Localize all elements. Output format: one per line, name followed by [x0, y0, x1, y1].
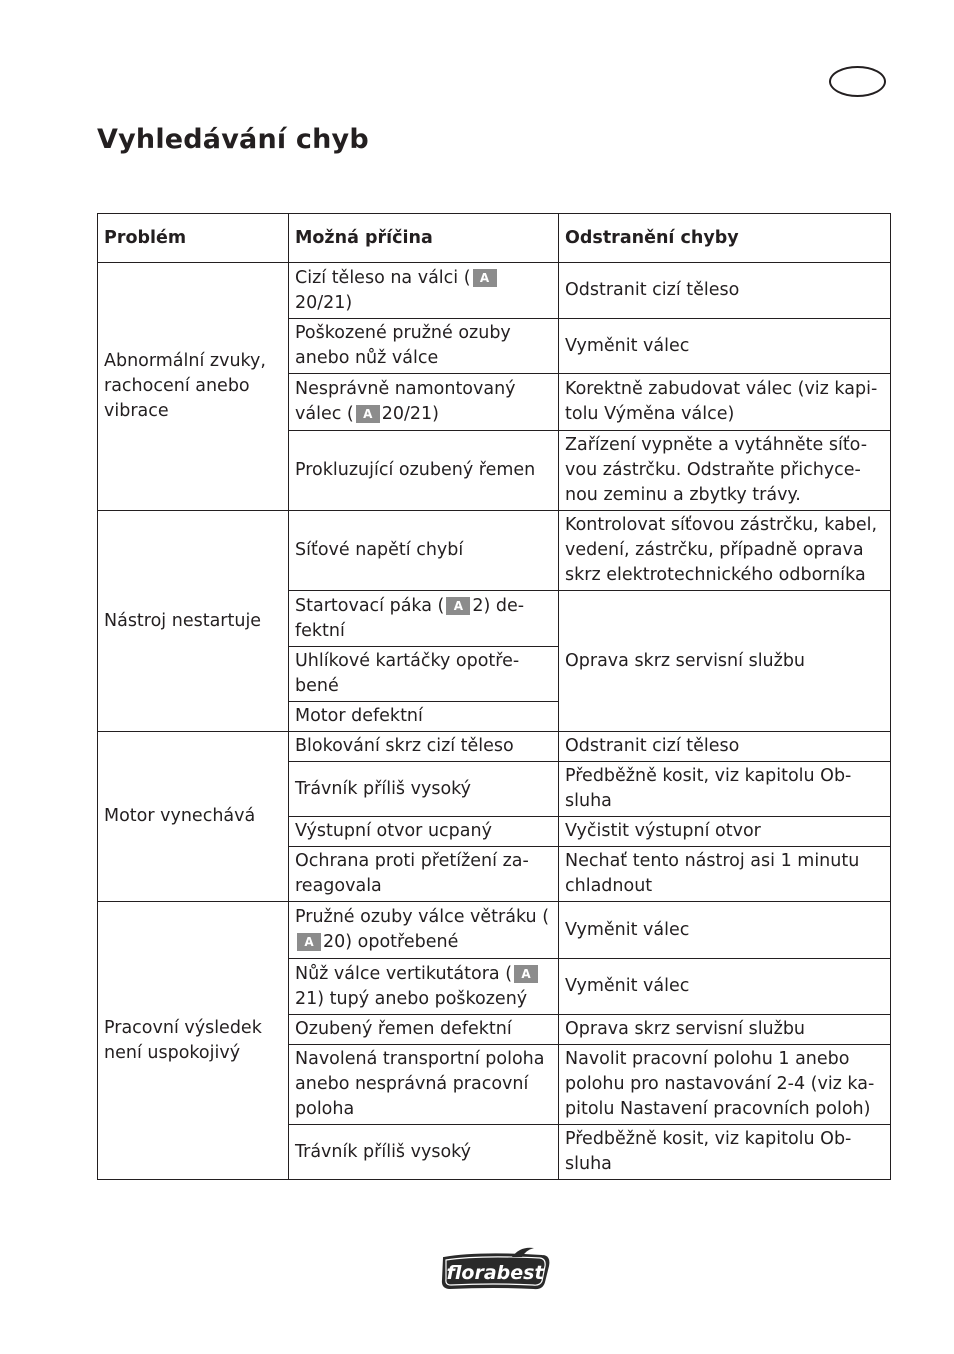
florabest-logo: [438, 1244, 552, 1292]
fix-cell: Navolit pracovní polohu 1 anebo polohu pro nastavování 2-4 (viz ka-pitolu Nastavení pracovních poloh): [559, 1045, 891, 1125]
logo-text: florabest: [446, 1262, 544, 1284]
cause-cell: Motor defektní: [289, 702, 559, 732]
header-fix: Odstranění chyby: [559, 214, 891, 263]
cause-cell: Ochrana proti přetížení za-reagovala: [289, 847, 559, 902]
fix-cell: Předběžně kosit, viz kapitolu Ob-sluha: [559, 762, 891, 817]
cause-cell: Nesprávně namontovaný válec ( A 20/21): [289, 374, 559, 431]
figure-ref-badge: A: [297, 933, 321, 951]
cause-cell: Trávník příliš vysoký: [289, 762, 559, 817]
fix-cell: Vyčistit výstupní otvor: [559, 817, 891, 847]
cause-cell: Uhlíkové kartáčky opotře-bené: [289, 647, 559, 702]
cause-cell: Síťové napětí chybí: [289, 511, 559, 591]
cause-cell: Nůž válce vertikutátora ( A21) tupý anebo poškozený: [289, 959, 559, 1015]
page-title: Vyhledávání chyb: [97, 124, 369, 155]
cause-cell: Startovací páka ( A 2) de-fektní: [289, 591, 559, 647]
header-cause: Možná příčina: [289, 214, 559, 263]
fix-cell: Korektně zabudovat válec (viz kapi-tolu Výměna válce): [559, 374, 891, 431]
problem-cell: Abnormální zvuky, rachocení anebo vibrace: [98, 263, 289, 511]
table-row: [98, 902, 891, 959]
cause-cell: Trávník příliš vysoký: [289, 1125, 559, 1180]
fix-cell: Oprava skrz servisní službu: [559, 1015, 891, 1045]
cause-cell: Pružné ozuby válce větráku (A 20) opotřebené: [289, 902, 559, 959]
cause-cell: Prokluzující ozubený řemen: [289, 431, 559, 511]
language-badge: [829, 66, 886, 97]
header-problem: Problém: [98, 214, 289, 263]
table-header-row: [98, 214, 891, 263]
fix-cell: Vyměnit válec: [559, 959, 891, 1015]
fix-cell: Vyměnit válec: [559, 902, 891, 959]
fix-cell: Oprava skrz servisní službu: [559, 591, 891, 732]
figure-ref-badge: A: [473, 269, 497, 287]
cause-cell: Blokování skrz cizí těleso: [289, 732, 559, 762]
fix-cell: Předběžně kosit, viz kapitolu Ob-sluha: [559, 1125, 891, 1180]
figure-ref-badge: A: [446, 597, 470, 615]
fix-cell: Nechať tento nástroj asi 1 minutu chladnout: [559, 847, 891, 902]
cause-cell: Ozubený řemen defektní: [289, 1015, 559, 1045]
problem-cell: Nástroj nestartuje: [98, 511, 289, 732]
figure-ref-badge: A: [356, 405, 380, 423]
table-row: [98, 511, 891, 591]
troubleshooting-table: [97, 213, 891, 1180]
table-row: [98, 732, 891, 762]
cause-cell: Výstupní otvor ucpaný: [289, 817, 559, 847]
problem-cell: Pracovní výsledek není uspokojivý: [98, 902, 289, 1180]
fix-cell: Kontrolovat síťovou zástrčku, kabel, vedení, zástrčku, případně oprava skrz elektrotechnického odborníka: [559, 511, 891, 591]
cause-cell: Navolená transportní poloha anebo nesprávná pracovní poloha: [289, 1045, 559, 1125]
fix-cell: Vyměnit válec: [559, 319, 891, 374]
fix-cell: Zařízení vypněte a vytáhněte síťo-vou zástrčku. Odstraňte přichyce-nou zeminu a zbytky trávy.: [559, 431, 891, 511]
problem-cell: Motor vynechává: [98, 732, 289, 902]
cause-cell: Poškozené pružné ozuby anebo nůž válce: [289, 319, 559, 374]
fix-cell: Odstranit cizí těleso: [559, 263, 891, 319]
cause-cell: Cizí těleso na válci ( A20/21): [289, 263, 559, 319]
figure-ref-badge: A: [514, 965, 538, 983]
fix-cell: Odstranit cizí těleso: [559, 732, 891, 762]
table-row: [98, 263, 891, 319]
